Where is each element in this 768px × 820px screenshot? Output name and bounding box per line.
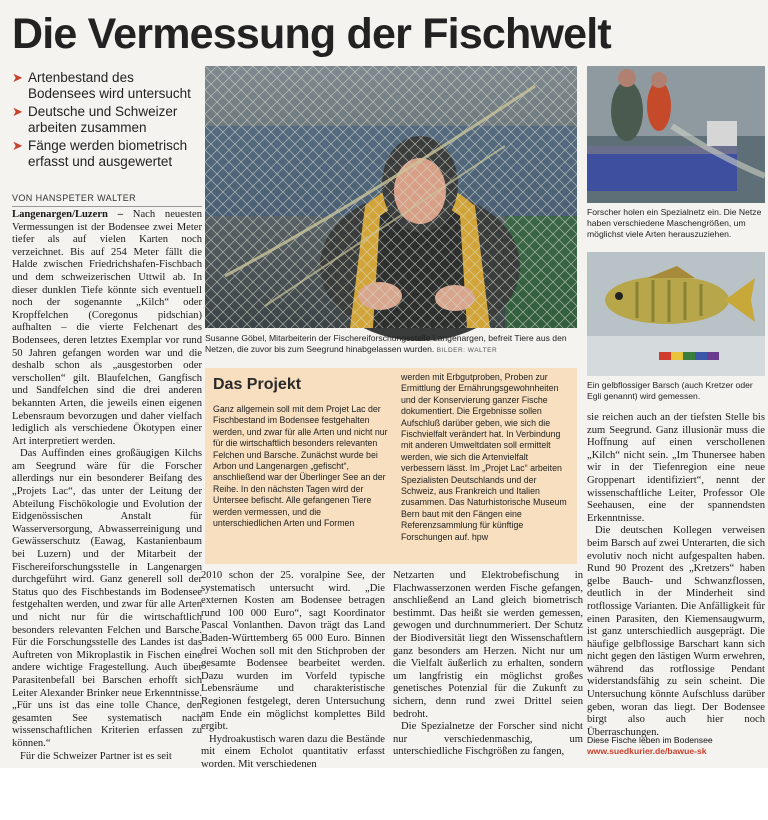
- article-column-4: [587, 412, 765, 738]
- main-photo: [205, 66, 577, 328]
- paragraph: Für die Schweizer Partner ist es seit: [20, 750, 172, 762]
- photo-credit: BILDER: WALTER: [436, 347, 498, 354]
- box-title: Das Projekt: [213, 376, 302, 393]
- paragraph: sie reichen auch an der tiefsten Stelle bis zum Seegrund. Ganz illusionär muss die Hoffnung auf einen verschollenen „Kilch“ nicht sein. „Im Thunersee haben wir in der Tiefenregion eine neue Groppenart identifiziert“, nennt der wissenschaftliche Leiter, Professor Ole Seehausen, eine der spannendsten Erkenntnisse.: [587, 412, 765, 524]
- fish-photo: [587, 252, 765, 376]
- article-column-3: [393, 570, 583, 758]
- paragraph-text: Nach neuesten Vermessungen ist der Bodensee zwei Meter tiefer als auf vielen Karten noch verzeichnet. Bis auf 254 Meter fällt die Halde zwischen Friedrichshafen-Fischbach und dem schweizerischen Uttwil ab. In dieser dunklen Tiefe könnte sich eventuell noch der sogenannte „Kilch“ oder Kropffelchen (Coregonus pidschian) aufhalten – die vierte Felchenart des Bodensees, deren letztes Exemplar vor rund 50 Jahren gefangen worden war und die deshalb schon als „ausgestorben oder verschollen“ gilt. Blaufelchen, Gangfisch und Sandfelchen sind die drei anderen bekannten Arten, die jeweils einen eigenen Lebensraum bevorzugen und daher vielfach lediglich als verschiedene Ökotypen einer Art interpretiert werden.: [12, 209, 202, 447]
- paragraph: Das Auffinden eines großäugigen Kilchs am Seegrund wäre für die Forscher allerdings nur ein besonderer Beifang des „Projets Lac“, das unter der Leitung der Abteilung Fischökologie und Evolution der Eidgenössischen Anstalt für Wasserversorgung, Abwasserreinigung und Gewässerschutz (Eawag, Kastanienbaum bei Luzern) und der Mitarbeit der Fischereiforschungsstelle in Langenargen durchgeführt wird. Ganz generell soll der Status quo des Fischbestands im Bodensee festgehalten werden, und zwar für alle Arten und nicht nur für die wirtschaftlich besonders relevanten Felchen und Barsche. Für die Forschungsstelle des Landes ist das Auftreten von Mikroplastik in Fischen eine andere wichtige Fragestellung. Auch über Parasitenbefall bei Barschen erhofft sich Leiter Alexander Brinker neue Erkenntnisse. „Für uns ist das eine tolle Chance, den gesamten See systematisch nach wissenschaftlichen Kriterien erfassen zu können.“: [12, 448, 202, 749]
- caption-text: Susanne Göbel, Mitarbeiterin der Fischereiforschungsstelle Langenargen, befreit Tiere aus den Netzen, die zuvor bis zum Seegrund hinabgelassen wurden.: [205, 333, 567, 354]
- paragraph: Netzarten und Elektrobefischung in Flachwasserzonen werden Fische gefangen, anschließend an Land gleich biometrisch bestimmt. Das heißt sie werden gemessen, gewogen und durchnummeriert. Der Schutz der Biodiversität liegt den Wissenschaftlern ganz besonders am Herzen. Nicht nur um die Vielfalt äußerlich zu erhalten, sondern um langfristig ein möglichst großes genetisches Potenzial für die Zukunft zu sichern, denn rund zwei Drittel seien bedroht.: [393, 570, 583, 720]
- paragraph: Die Spezialnetze der Forscher sind nicht nur verschiedenmaschig, um unterschiedliche Fischgrößen zu fangen,: [393, 721, 583, 758]
- summary-bullets: [12, 70, 202, 172]
- box-column-right: werden mit Erbgutproben, Proben zur Ermittlung der Ernährungsgewohnheiten und der Konservierung ganzer Fische dokumentiert. Die Ergebnisse sollen Aufschluß darüber geben, wie sich die Fischvielfalt verändert hat. In Verbindung mit anderen Umweltdaten soll ermittelt werden, wie sich die Artenvielfalt verbessern lässt. Im „Projet Lac“ arbeiten Spezialisten Deutschlands und der Schweiz, aus Frankreich und Italien zusammen. Das Naturhistorische Museum Bern baut mit den Fängen eine Referenzsammlung für künftige Forschungen auf. hpw: [401, 372, 567, 542]
- perch-on-measuring-board-image: [587, 252, 765, 376]
- article-column-2: [201, 570, 385, 770]
- fish-photo-caption: Ein gelbflossiger Barsch (auch Kretzer oder Egli genannt) wird gemessen.: [587, 380, 753, 401]
- headline: Die Vermessung der Fischwelt: [12, 10, 611, 58]
- article-column-1: [12, 209, 202, 762]
- byline: VON HANSPETER WALTER: [12, 193, 202, 207]
- box-column-left: Ganz allgemein soll mit dem Projet Lac der Fischbestand im Bodensee festgehalten werden, und zwar für alle Arten und nicht nur für die wirtschaftlich besonders relevanten Felchen und Barsche. Zunächst wurde bei Arbon und Langenargen „gefischt“, anschließend war der Überlinger See an der Reihe. In den nächsten Tagen wird der Untersee befischt. Alle gefangenen Tiere werden vermessen, und die unterschiedlichen Arten und Formen: [213, 404, 388, 529]
- bullet-item: ➤ Artenbestand des Bodensees wird untersucht: [12, 70, 202, 102]
- boat-photo-caption: Forscher holen ein Spezialnetz ein. Die Netze haben verschiedene Maschengrößen, um möglichst viele Arten herauszuziehen.: [587, 207, 762, 239]
- paragraph: 2010 schon der 25. voralpine See, der systematisch untersucht wird. „Die externen Kosten am Bodensee betragen rund 100 000 Euro“, sagt Koordinator Pascal Vonlanthen. Davon trägt das Land Baden-Württemberg 65 000 Euro. Binnen drei Wochen soll mit den Stichproben der gesamte Bodensee bearbeitet werden. Dazu wurden im Vorfeld typische Lebensräume und charakteristische Regionen festgelegt, deren Untersuchung am Ende ein möglichst komplettes Bild ergibt.: [201, 570, 385, 733]
- paragraph: Hydroakustisch waren dazu die Bestände mit einem Echolot quantitativ erfasst worden. Mit verschiedenen: [201, 733, 385, 770]
- researchers-in-boat-image: [587, 66, 765, 203]
- researcher-with-net-image: [205, 66, 577, 328]
- bullet-item: ➤ Fänge werden biometrisch erfasst und ausgewertet: [12, 138, 202, 170]
- web-note: Diese Fische leben im Bodensee: [587, 735, 713, 745]
- boat-photo: [587, 66, 765, 203]
- web-link[interactable]: www.suedkurier.de/bawue-sk: [587, 746, 707, 756]
- paragraph: Die deutschen Kollegen verweisen beim Barsch auf zwei Unterarten, die sich evolutiv noch nicht aufgespalten haben. Rund 90 Prozent des „Kretzers“ haben gelbe Bauch- und Schwanzflossen, deutlich in der Minderheit sind rotflossige Varianten. Die Anfälligkeit für einen Parasiten, den Kiemensaugwurm, ist ganz unterschiedlich ausgeprägt. Die häufige gelbflossige Barschart kann sich nicht gegen den lästigen Wurm erwehren, während das rotflossige Pendant widerstandsfähig zu sein scheint. Die Untersuchung könnte Aufschluss darüber geben, woran das liegt. Der Bodensee birgt also auch hier noch Überraschungen.: [587, 525, 765, 738]
- paragraph: [12, 209, 202, 448]
- main-photo-caption: [205, 333, 577, 356]
- bullet-item: ➤ Deutsche und Schweizer arbeiten zusammen: [12, 104, 202, 136]
- dateline: Langenargen/Luzern –: [12, 209, 124, 220]
- project-info-box: [205, 368, 577, 564]
- web-reference: [587, 735, 765, 757]
